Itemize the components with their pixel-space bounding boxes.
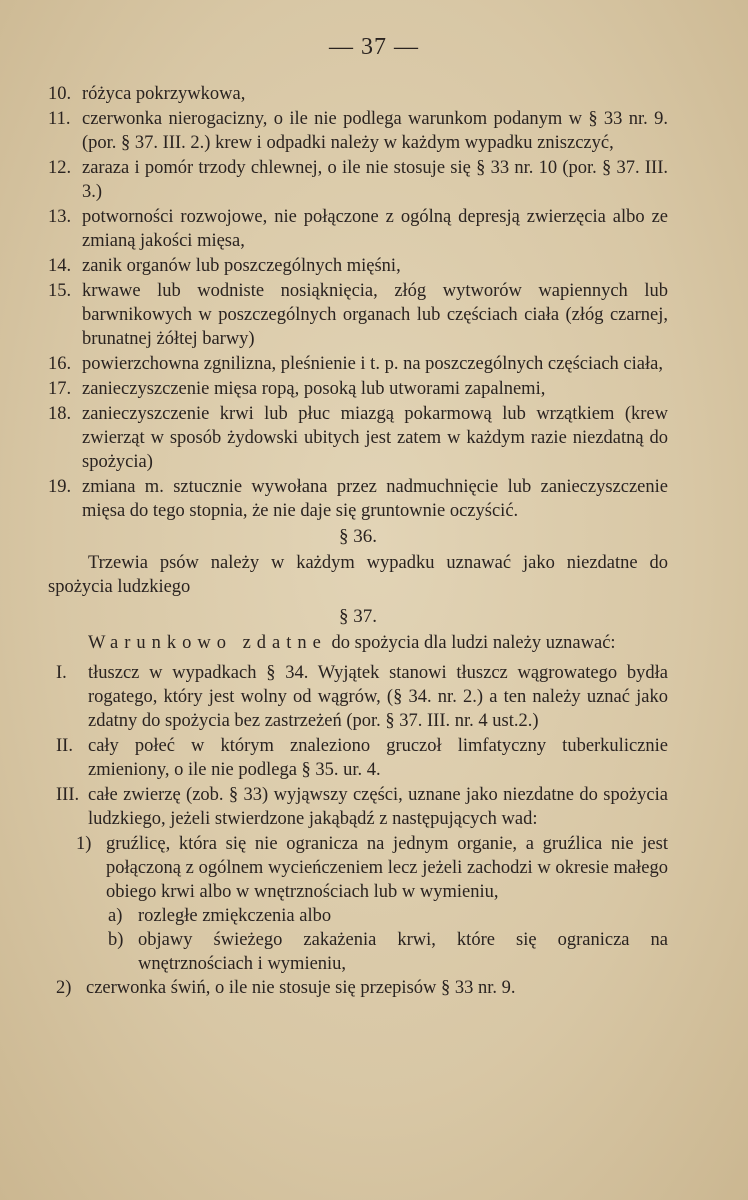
sub-item-text: objawy świeżego zakażenia krwi, które się ogranicza na wnętrznościach i wymieniu, <box>138 930 668 974</box>
list-item <box>48 107 668 155</box>
list-item-text: różyca pokrzywkowa, <box>82 84 246 104</box>
list-item-number: 11. <box>48 109 71 129</box>
list-item-number: 13. <box>48 207 72 227</box>
sub-item-text: rozległe zmiękczenia albo <box>138 906 332 926</box>
list-item <box>48 279 668 351</box>
sub-item-1 <box>76 832 668 904</box>
list-item-text: zmiana m. sztucznie wywołana przez nadmuchnięcie lub zanieczyszczenie mięsa do tego stopnia, że nie daje się gruntownie oczyścić. <box>82 477 668 521</box>
list-item-number: 12. <box>48 158 72 178</box>
list-item-text: czerwonka nierogacizny, o ile nie podlega warunkom podanym w § 33 nr. 9. (por. § 37. III. 2.) krew i odpadki należy w każdym wypadku zniszczyć, <box>82 109 668 153</box>
sub-item-number: 2) <box>56 978 72 998</box>
sub-item-text: czerwonka świń, o ile nie stosuje się przepisów § 33 nr. 9. <box>86 978 516 998</box>
section-heading-37: § 37. <box>339 606 377 627</box>
list-item <box>48 156 668 204</box>
sub-item-1b <box>108 928 668 976</box>
roman-item-number: II. <box>56 736 73 756</box>
sub-item-number: b) <box>108 930 124 950</box>
list-item-text: zanik organów lub poszczególnych mięśni, <box>82 256 401 276</box>
list-item-text: krwawe lub wodniste nosiąknięcia, złóg wytworów wapiennych lub barwnikowych w poszczególnych organach lub częściach ciała (złóg czarnej, brunatnej żółtej barwy) <box>82 281 668 349</box>
section-36-text: Trzewia psów należy w każdym wypadku uznawać jako niezdatne do spożycia ludzkiego <box>48 553 668 597</box>
numbered-list-35 <box>48 82 668 523</box>
section-37-intro-spaced: Warunkowo zdatne <box>88 633 327 653</box>
list-item-text: potworności rozwojowe, nie połączone z ogólną depresją zwierzęcia albo ze zmianą jakości mięsa, <box>82 207 668 251</box>
section-heading-36: § 36. <box>339 526 377 547</box>
section-37-intro-rest: do spożycia dla ludzi należy uznawać: <box>326 633 616 653</box>
section-37-intro <box>48 631 668 655</box>
list-item-number: 14. <box>48 256 72 276</box>
list-item-number: 17. <box>48 379 72 399</box>
page-body <box>48 82 668 1000</box>
roman-item-text: całe zwierzę (zob. § 33) wyjąwszy części, uznane jako niezdatne do spożycia ludzkiego, jeżeli stwierdzone jakąbądź z następujących wad: <box>88 785 668 829</box>
sub-item-2 <box>56 976 668 1000</box>
list-item <box>48 205 668 253</box>
list-item-text: zanieczyszczenie mięsa ropą, posoką lub utworami zapalnemi, <box>82 379 546 399</box>
list-item <box>48 254 668 278</box>
roman-item <box>48 734 668 782</box>
sub-item-number: a) <box>108 906 123 926</box>
list-item-number: 15. <box>48 281 72 301</box>
sub-item-1a <box>108 904 668 928</box>
page-number: — 37 — <box>329 34 419 60</box>
roman-item <box>48 783 668 831</box>
list-item-text: zanieczyszczenie krwi lub płuc miazgą pokarmową lub wrzątkiem (krew zwierząt w sposób żydowski ubitych jest zatem w każdym razie niezdatną do spożycia) <box>82 404 668 472</box>
list-item-number: 10. <box>48 84 72 104</box>
roman-list-37 <box>48 661 668 831</box>
list-item <box>48 377 668 401</box>
list-item-number: 19. <box>48 477 72 497</box>
list-item-text: powierzchowna zgnilizna, pleśnienie i t. p. na poszczególnych częściach ciała, <box>82 354 663 374</box>
list-item <box>48 352 668 376</box>
list-item <box>48 82 668 106</box>
sub-item-text: gruźlicę, która się nie ogranicza na jednym organie, a gruźlica nie jest połączoną z ogólnem wycieńczeniem lecz jeżeli zachodzi w okresie małego obiego krwi albo w wnętrznościach lub w wymieniu, <box>106 834 668 902</box>
roman-item-text: tłuszcz w wypadkach § 34. Wyjątek stanowi tłuszcz wągrowatego bydła rogatego, który jest wolny od wągrów, (§ 34. nr. 2.) a ten należy uznać jako zdatny do spożycia bez zastrzeżeń (por. § 37. III. nr. 4 ust.2.) <box>88 663 668 731</box>
roman-item <box>48 661 668 733</box>
roman-item-text: cały połeć w którym znaleziono gruczoł limfatyczny tuberkulicznie zmieniony, o ile nie podlega § 35. ur. 4. <box>88 736 668 780</box>
list-item-number: 18. <box>48 404 72 424</box>
sub-item-number: 1) <box>76 834 92 854</box>
roman-item-number: I. <box>56 663 67 683</box>
list-item-number: 16. <box>48 354 72 374</box>
list-item <box>48 475 668 523</box>
roman-item-number: III. <box>56 785 80 805</box>
list-item <box>48 402 668 474</box>
list-item-text: zaraza i pomór trzody chlewnej, o ile nie stosuje się § 33 nr. 10 (por. § 37. III. 3.) <box>82 158 668 202</box>
